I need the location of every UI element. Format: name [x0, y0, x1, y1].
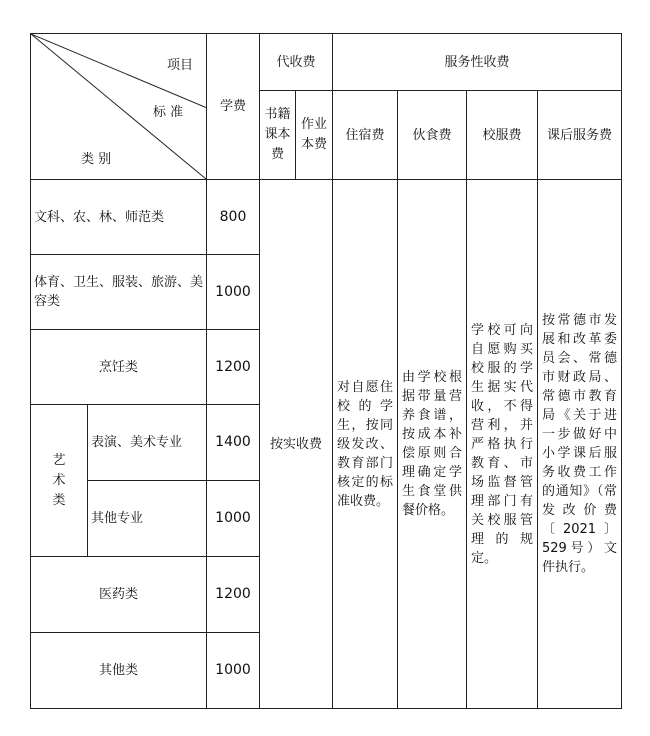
category-cell: 表演、美术专业	[88, 405, 207, 481]
category-cell: 体育、卫生、服装、旅游、美容类	[31, 255, 207, 330]
meals-note: 由学校根据带量营养食谱，按成本补偿原则合理确定学生食堂供餐价格。	[398, 180, 467, 709]
diag-standard-label: 标 准	[153, 105, 184, 120]
workbook-header: 作业本费	[296, 91, 333, 180]
afterschool-note: 按常德市发展和改革委员会、常德市财政局、常德市教育局《关于进一步做好中小学课后服务收费工作的通知》（常发改价费〔2021〕529号）文件执行。	[538, 180, 622, 709]
category-cell: 医药类	[31, 557, 207, 633]
service-fee-header: 服务性收费	[333, 34, 622, 91]
diagonal-header-cell	[31, 34, 207, 180]
tuition-cell: 1000	[207, 481, 260, 557]
tuition-cell: 1200	[207, 330, 260, 405]
agency-fee-header: 代收费	[260, 34, 333, 91]
tuition-cell: 1000	[207, 633, 260, 709]
diag-category-label: 类 别	[81, 152, 112, 167]
tuition-cell: 1400	[207, 405, 260, 481]
category-cell: 文科、农、林、师范类	[31, 180, 207, 255]
fee-table	[30, 33, 622, 709]
books-header: 书籍课本费	[260, 91, 296, 180]
category-cell: 其他专业	[88, 481, 207, 557]
category-cell: 其他类	[31, 633, 207, 709]
meals-header: 伙食费	[398, 91, 467, 180]
lodging-header: 住宿费	[333, 91, 398, 180]
tuition-cell: 800	[207, 180, 260, 255]
agency-note: 按实收费	[260, 180, 333, 709]
group-cell-art: 艺术类	[31, 405, 88, 557]
afterschool-header: 课后服务费	[538, 91, 622, 180]
tuition-cell: 1200	[207, 557, 260, 633]
lodging-note: 对自愿住校的学生，按同级发改、教育部门核定的标准收费。	[333, 180, 398, 709]
uniform-header: 校服费	[467, 91, 538, 180]
category-cell: 烹饪类	[31, 330, 207, 405]
uniform-note: 学校可向自愿购买校服的学生据实代收，不得营利，并严格执行教育、市场监督管理部门有关校服管理的规定。	[467, 180, 538, 709]
diag-item-label: 项目	[167, 58, 194, 73]
tuition-header: 学费	[207, 34, 260, 180]
tuition-cell: 1000	[207, 255, 260, 330]
